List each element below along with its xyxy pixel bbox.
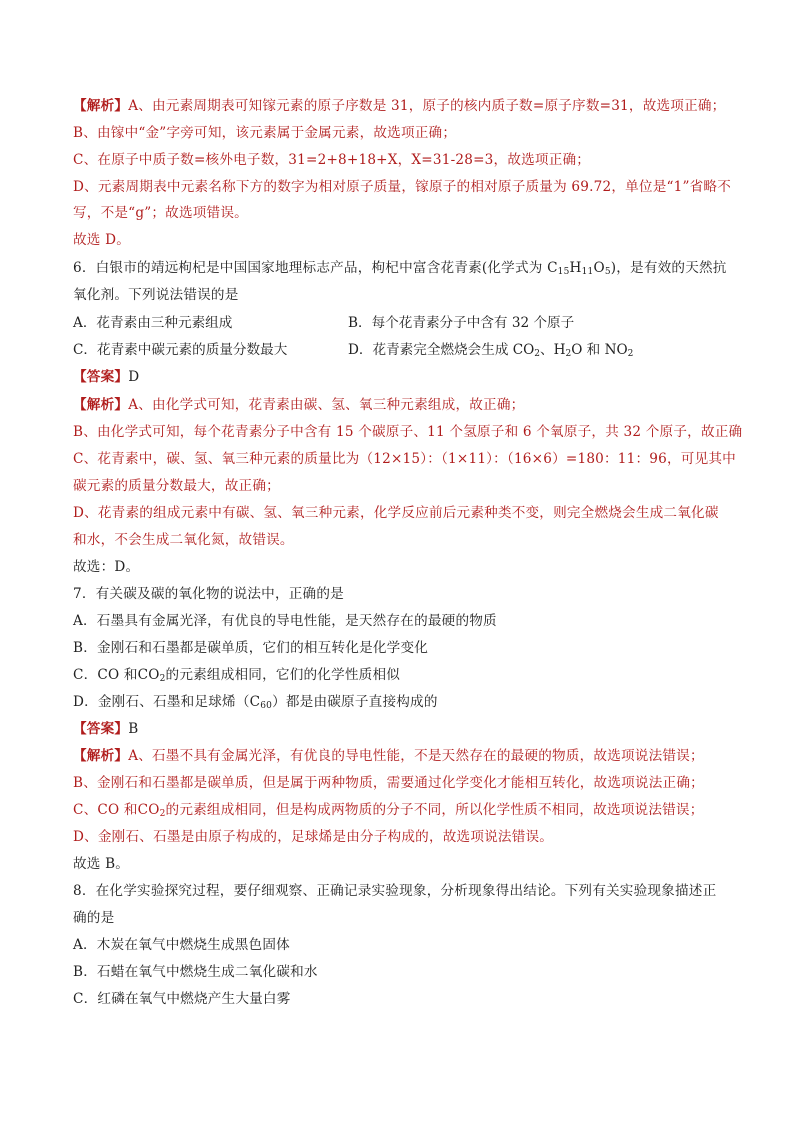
q7-analysis-d: D、金刚石、石墨是由原子构成的，足球烯是由分子构成的，故选项说法错误。 (73, 829, 554, 845)
q8-option-a: A．木炭在氧气中燃烧生成黑色固体 (73, 937, 290, 953)
answer-value: B (128, 721, 139, 737)
q6-analysis-d1: D、花青素的组成元素中有碳、氢、氧三种元素，化学反应前后元素种类不变，则完全燃烧会生成二氧化碳 (73, 505, 719, 521)
option-text: 的元素组成相同，它们的化学性质相似 (165, 667, 401, 683)
formula-subscript: 15 (557, 267, 570, 277)
option-text: 、H (540, 342, 566, 358)
q5-conclusion: 故选 D。 (73, 232, 131, 248)
option-text: D．金刚石、石墨和足球烯（C (73, 694, 261, 710)
q7-option-d (73, 693, 438, 711)
q7-option-b: B．金刚石和石墨都是碳单质，它们的相互转化是化学变化 (73, 640, 429, 656)
option-text: O 和 NO (571, 342, 628, 358)
q7-option-a: A．石墨具有金属光泽，有优良的导电性能，是天然存在的最硬的物质 (73, 613, 497, 629)
q6-stem-line1 (73, 259, 727, 277)
formula-subscript: 60 (260, 701, 273, 711)
analysis-tag: 【解析】 (73, 98, 129, 114)
q7-analysis-b: B、金刚石和石墨都是碳单质，但是属于两种物质，需要通过化学变化才能相互转化，故选项说法正确； (73, 775, 704, 791)
analysis-text: 的元素组成相同，但是构成两物质的分子不同，所以化学性质不相同，故选项说法错误； (165, 802, 704, 818)
q5-analysis-d1: D、元素周期表中元素名称下方的数字为相对原子质量，镓原子的相对原子质量为 69.72，单位是“1”省略不 (73, 179, 732, 195)
q5-analysis-b: B、由镓中“金”字旁可知，该元素属于金属元素，故选项正确； (73, 125, 457, 141)
analysis-text: C、CO 和CO (73, 802, 160, 818)
formula-element: H (569, 260, 582, 276)
q7-analysis-a (73, 747, 704, 765)
q8-option-c: C．红磷在氧气中燃烧产生大量白雾 (73, 991, 291, 1007)
option-text: ）都是由碳原子直接构成的 (272, 694, 438, 710)
formula-subscript: 2 (159, 809, 166, 819)
q6-option-b: B．每个花青素分子中含有 32 个原子 (348, 315, 575, 331)
formula-subscript: 2 (627, 349, 634, 359)
q6-option-a: A．花青素由三种元素组成 (73, 315, 233, 331)
option-text: D．花青素完全燃烧会生成 CO (348, 342, 535, 358)
q6-stem-text: )，是有效的天然抗 (610, 260, 727, 276)
answer-tag: 【答案】 (73, 721, 129, 737)
option-text: C．CO 和CO (73, 667, 160, 683)
analysis-tag: 【解析】 (73, 397, 129, 413)
q5-analysis-c: C、在原子中质子数=核外电子数，31=2+8+18+X，X=31-28=3，故选项正确； (73, 152, 591, 168)
analysis-text: A、由化学式可知，花青素由碳、氢、氧三种元素组成，故正确； (128, 397, 525, 413)
q7-stem: 7．有关碳及碳的氧化物的说法中，正确的是 (73, 586, 344, 602)
formula-subscript: 2 (534, 349, 541, 359)
q6-stem-line2: 氧化剂。下列说法错误的是 (73, 287, 239, 303)
formula-subscript: 2 (159, 674, 166, 684)
formula-subscript: 2 (565, 349, 572, 359)
q7-conclusion: 故选 B。 (73, 856, 130, 872)
q7-analysis-c (73, 801, 704, 819)
q8-stem-line2: 确的是 (73, 910, 115, 926)
q6-stem-text: 6．白银市的靖远枸杞是中国国家地理标志产品，枸杞中富含花青素(化学式为 C (73, 260, 558, 276)
q6-analysis-d2: 和水，不会生成二氧化氮，故错误。 (73, 532, 294, 548)
analysis-tag: 【解析】 (73, 748, 129, 764)
q6-answer (73, 368, 139, 386)
q6-analysis-c1: C、花青素中，碳、氢、氧三种元素的质量比为（12×15）：（1×11）：（16×6）=180：11：96，可见其中 (73, 451, 736, 467)
q6-analysis-b: B、由化学式可知，每个花青素分子中含有 15 个碳原子、11 个氢原子和 6 个氧原子，共 32 个原子，故正确 (73, 424, 743, 440)
q8-option-b: B．石蜡在氧气中燃烧生成二氧化碳和水 (73, 964, 318, 980)
q7-answer (73, 720, 138, 738)
q6-conclusion: 故选：D。 (73, 559, 140, 575)
analysis-text: A、石墨不具有金属光泽，有优良的导电性能，不是天然存在的最硬的物质，故选项说法错误； (128, 748, 704, 764)
q6-option-c: C．花青素中碳元素的质量分数最大 (73, 342, 288, 358)
answer-tag: 【答案】 (73, 369, 129, 385)
analysis-text: A、由元素周期表可知镓元素的原子序数是 31，原子的核内质子数=原子序数=31，故选项正确； (128, 98, 726, 114)
q6-option-d (348, 341, 633, 359)
q5-analysis-a (73, 97, 725, 115)
q7-option-c (73, 666, 400, 684)
formula-subscript: 11 (581, 267, 594, 277)
formula-subscript: 5 (604, 267, 611, 277)
formula-element: O (593, 260, 605, 276)
q5-analysis-d2: 写，不是“g”；故选项错误。 (73, 205, 248, 221)
answer-value: D (128, 369, 140, 385)
q6-analysis-a (73, 396, 524, 414)
q6-analysis-c2: 碳元素的质量分数最大，故正确； (73, 478, 280, 494)
q8-stem-line1: 8．在化学实验探究过程，要仔细观察、正确记录实验现象，分析现象得出结论。下列有关实验现象描述正 (73, 883, 717, 899)
